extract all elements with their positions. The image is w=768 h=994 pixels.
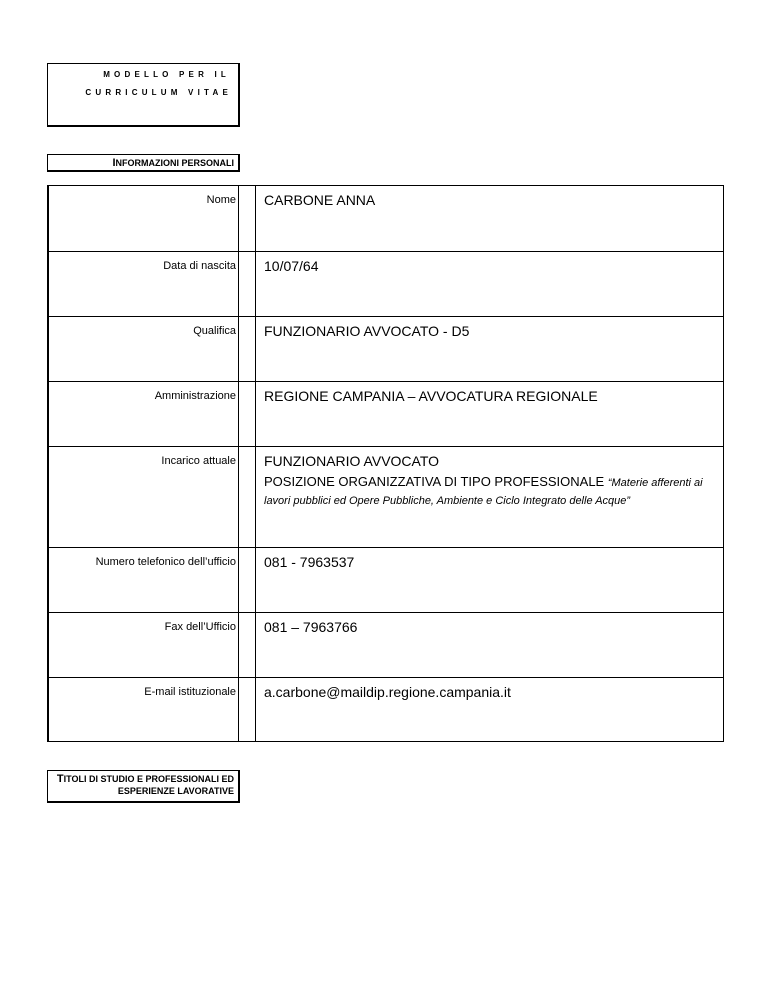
- section-header-personal-info: [47, 154, 240, 172]
- section-header-initial: I: [112, 157, 116, 169]
- table-row-fax: [49, 613, 723, 678]
- row-value: [264, 452, 715, 509]
- document-title-line1: MODELLO PER IL: [103, 70, 230, 79]
- row-label: Fax dell’Ufficio: [164, 621, 236, 633]
- row-value-sub-italic: “Materie afferenti ai: [607, 477, 703, 489]
- table-row-nome: [49, 186, 723, 252]
- table-row-amministrazione: [49, 382, 723, 447]
- section-header-text: ITOLI DI STUDIO E PROFESSIONALI ED: [63, 774, 234, 784]
- table-row-telefono: [49, 548, 723, 613]
- row-value: REGIONE CAMPANIA – AVVOCATURA REGIONALE: [264, 388, 598, 404]
- row-label: Incarico attuale: [161, 455, 236, 467]
- row-value-main: FUNZIONARIO AVVOCATO: [264, 453, 440, 469]
- table-row-qualifica: [49, 317, 723, 382]
- document-title-box: [47, 63, 240, 127]
- row-value: FUNZIONARIO AVVOCATO - D5: [264, 323, 470, 339]
- table-row-incarico-attuale: [49, 447, 723, 548]
- row-value: CARBONE ANNA: [264, 192, 376, 208]
- table-row-email: [49, 678, 723, 741]
- row-value-sub: [264, 473, 715, 492]
- row-label: Numero telefonico dell’ufficio: [95, 556, 236, 568]
- section-header-text: NFORMAZIONI PERSONALI: [115, 158, 234, 168]
- document-title-line2: CURRICULUM VITAE: [85, 88, 232, 97]
- row-value-sub-text: POSIZIONE ORGANIZZATIVA DI TIPO PROFESSIONALE: [264, 474, 605, 489]
- row-value: a.carbone@maildip.regione.campania.it: [264, 684, 511, 700]
- personal-info-table: [47, 185, 724, 742]
- row-value: 10/07/64: [264, 258, 319, 274]
- row-label: Data di nascita: [163, 260, 236, 272]
- row-label: E-mail istituzionale: [144, 686, 236, 698]
- table-row-data-di-nascita: [49, 252, 723, 317]
- section-header-titles: [47, 770, 240, 803]
- row-value: 081 – 7963766: [264, 619, 358, 635]
- row-label: Qualifica: [193, 325, 236, 337]
- row-label: Amministrazione: [154, 390, 236, 402]
- row-value: 081 - 7963537: [264, 554, 355, 570]
- row-value-sub-italic-line2: lavori pubblici ed Opere Pubbliche, Ambiente e Ciclo Integrato delle Acque”: [264, 495, 631, 507]
- row-label: Nome: [206, 194, 236, 206]
- section-header-initial: T: [56, 773, 64, 785]
- section-header-text-line2: ESPERIENZE LAVORATIVE: [117, 786, 234, 796]
